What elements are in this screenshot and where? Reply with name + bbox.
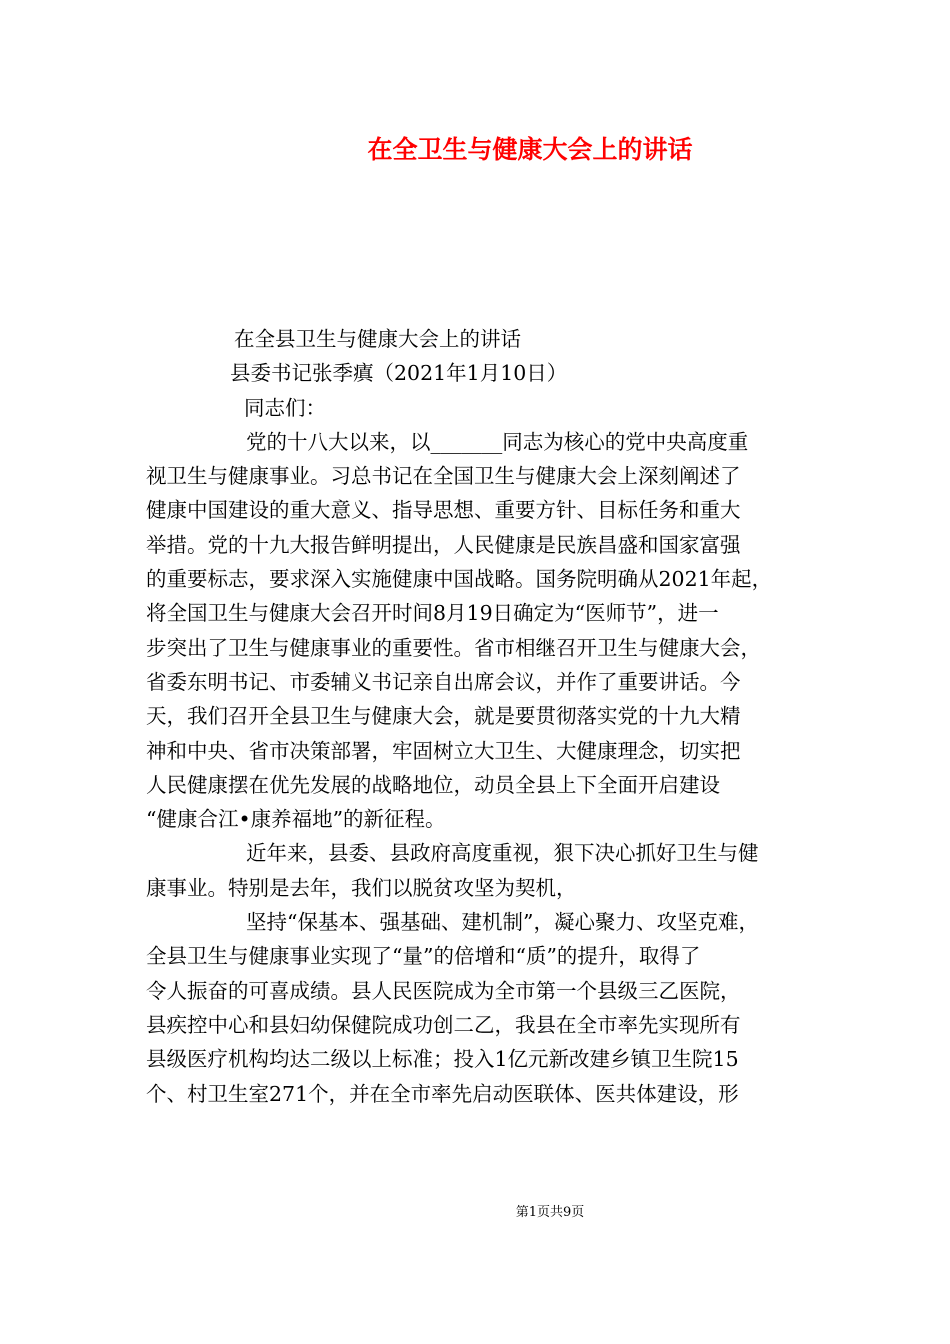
- paragraph-line: 全县卫生与健康事业实现了“量”的倍增和“质”的提升，取得了: [146, 944, 701, 969]
- paragraph-line: 的重要标志，要求深入实施健康中国战略。国务院明确从2021年起，: [146, 567, 773, 592]
- paragraph-1: [146, 425, 814, 837]
- paragraph-line: 党的十八大以来，以_______同志为核心的党中央高度重: [246, 429, 749, 454]
- salutation: 同志们：: [244, 395, 326, 420]
- paragraph-line: 近年来，县委、县政府高度重视，狠下决心抓好卫生与健: [246, 841, 759, 866]
- paragraph-2: [146, 836, 814, 905]
- paragraph-line: 天，我们召开全县卫生与健康大会，就是要贯彻落实党的十九大精: [146, 704, 741, 729]
- paragraph-line: 视卫生与健康事业。习总书记在全国卫生与健康大会上深刻阐述了: [146, 464, 741, 489]
- paragraph-line: 县级医疗机构均达二级以上标准；投入1亿元新改建乡镇卫生院15: [146, 1047, 739, 1072]
- paragraph-3: [146, 905, 814, 1111]
- speech-byline: 县委书记张季瘨（2021年1月10日）: [230, 361, 568, 386]
- paragraph-line: 县疾控中心和县妇幼保健院成功创二乙，我县在全市率先实现所有: [146, 1012, 741, 1037]
- paragraph-line: 个、村卫生室271个，并在全市率先启动医联体、医共体建设，形: [146, 1081, 739, 1106]
- document-title: 在全卫生与健康大会上的讲话: [367, 135, 693, 164]
- paragraph-line: 神和中央、省市决策部署，牢固树立大卫生、大健康理念，切实把: [146, 738, 741, 763]
- paragraph-line: 坚持“保基本、强基础、建机制”，凝心聚力、攻坚克难，: [246, 910, 759, 935]
- paragraph-line: “健康合江•康养福地”的新征程。: [146, 807, 446, 832]
- page-footer: 第1页共9页: [515, 1205, 585, 1220]
- document-body: [146, 322, 814, 1111]
- paragraph-line: 将全国卫生与健康大会召开时间8月19日确定为“医师节”，进一: [146, 601, 719, 626]
- paragraph-line: 健康中国建设的重大意义、指导思想、重要方针、目标任务和重大: [146, 498, 741, 523]
- paragraph-line: 康事业。特别是去年，我们以脱贫攻坚为契机，: [146, 875, 577, 900]
- paragraph-line: 步突出了卫生与健康事业的重要性。省市相继召开卫生与健康大会，: [146, 635, 761, 660]
- paragraph-line: 省委东明书记、市委辅义书记亲自出席会议，并作了重要讲话。今: [146, 669, 741, 694]
- paragraph-line: 令人振奋的可喜成绩。县人民医院成为全市第一个县级三乙医院，: [146, 978, 741, 1003]
- speech-heading: 在全县卫生与健康大会上的讲话: [234, 327, 521, 351]
- paragraph-line: 举措。党的十九大报告鲜明提出，人民健康是民族昌盛和国家富强: [146, 532, 741, 557]
- paragraph-line: 人民健康摆在优先发展的战略地位，动员全县上下全面开启建设: [146, 772, 720, 797]
